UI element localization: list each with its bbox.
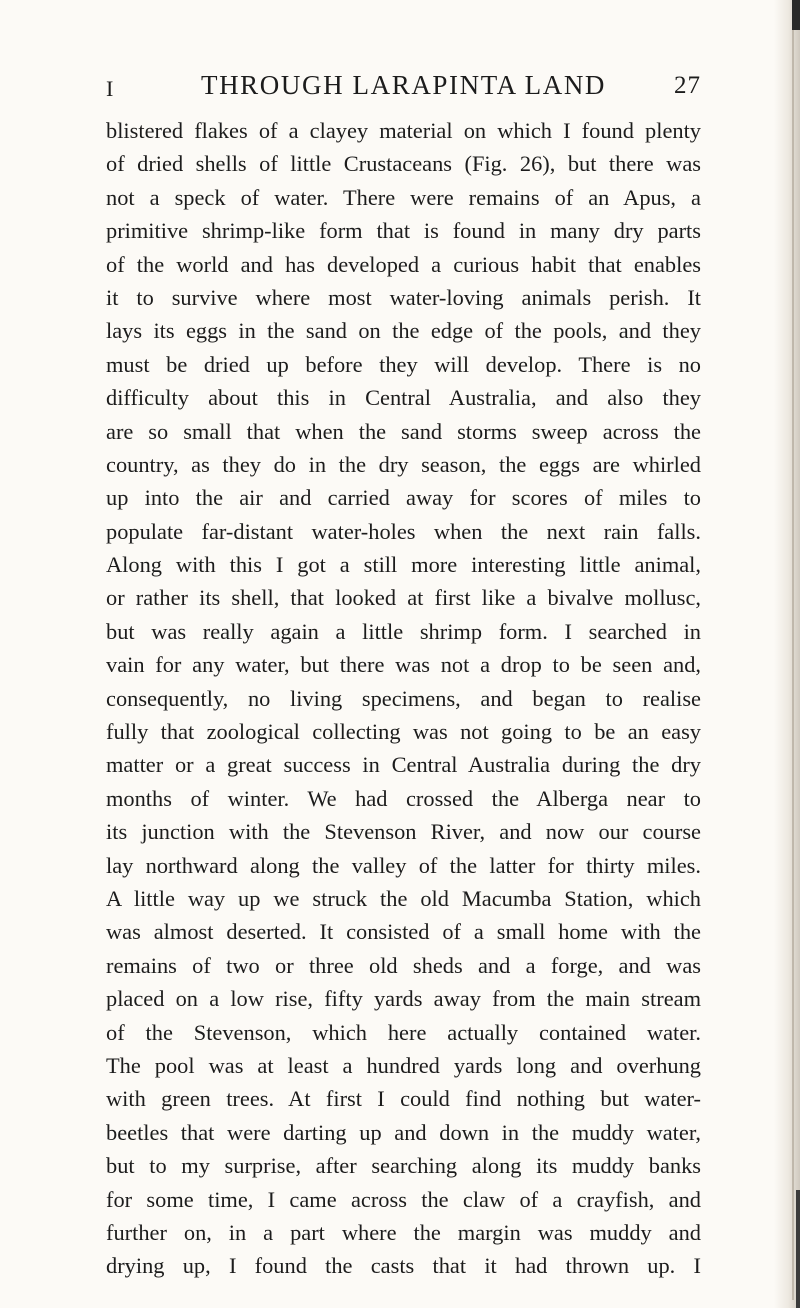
- page-edge-mark-top: [792, 0, 800, 30]
- page-edge-shadow: [774, 0, 800, 1308]
- text-line: beetles that were darting up and down in the muddy water,: [106, 1119, 701, 1145]
- text-line: of the world and has developed a curious habit that enables: [106, 251, 701, 277]
- text-line: not a speck of water. There were remains of an Apus, a: [106, 184, 701, 210]
- text-line: months of winter. We had crossed the Alberga near to: [106, 785, 701, 811]
- text-line: vain for any water, but there was not a drop to be seen and,: [106, 652, 701, 678]
- text-line: but to my surprise, after searching along its muddy banks: [106, 1153, 701, 1179]
- text-line: Along with this I got a still more interesting little animal,: [106, 552, 701, 578]
- text-line: difficulty about this in Central Australia, and also they: [106, 385, 701, 411]
- text-line: up into the air and carried away for scores of miles to: [106, 485, 701, 511]
- text-line: was almost deserted. It consisted of a small home with the: [106, 919, 701, 945]
- text-line: or rather its shell, that looked at first like a bivalve mollusc,: [106, 585, 701, 611]
- text-line: blistered flakes of a clayey material on which I found plenty: [106, 118, 701, 143]
- text-line: must be dried up before they will develop. There is no: [106, 351, 701, 377]
- text-line: A little way up we struck the old Macumba Station, which: [106, 885, 701, 911]
- text-line: remains of two or three old sheds and a forge, and was: [106, 952, 701, 978]
- text-line: of dried shells of little Crustaceans (Fig. 26), but there was: [106, 151, 701, 177]
- text-line: of the Stevenson, which here actually contained water.: [106, 1019, 701, 1045]
- text-line: populate far-distant water-holes when the next rain falls.: [106, 518, 701, 544]
- text-line: for some time, I came across the claw of a crayfish, and: [106, 1186, 701, 1212]
- text-line: further on, in a part where the margin was muddy and: [106, 1219, 701, 1245]
- text-line: The pool was at least a hundred yards long and overhung: [106, 1052, 701, 1078]
- text-line: drying up, I found the casts that it had thrown up. I: [106, 1253, 701, 1279]
- text-line: country, as they do in the dry season, the eggs are whirled: [106, 451, 701, 477]
- text-line: primitive shrimp-like form that is found in many dry parts: [106, 218, 701, 244]
- text-line: lays its eggs in the sand on the edge of the pools, and they: [106, 318, 701, 344]
- running-title: THROUGH LARAPINTA LAND: [200, 70, 607, 100]
- text-line: fully that zoological collecting was not going to be an easy: [106, 719, 701, 745]
- page-edge-line: [792, 20, 794, 1300]
- text-line: it to survive where most water-loving animals perish. It: [106, 284, 701, 310]
- page-edge-mark-bottom: [796, 1190, 800, 1308]
- text-line: placed on a low rise, fifty yards away from the main stream: [106, 986, 701, 1012]
- body-text: [106, 114, 701, 1283]
- chapter-number: I: [106, 76, 115, 101]
- text-line: but was really again a little shrimp form. I searched in: [106, 618, 701, 644]
- text-line: consequently, no living specimens, and began to realise: [106, 685, 701, 711]
- text-line: lay northward along the valley of the latter for thirty miles.: [106, 852, 701, 878]
- text-line: with green trees. At first I could find nothing but water-: [106, 1086, 701, 1112]
- text-line: are so small that when the sand storms sweep across the: [106, 418, 701, 444]
- page-number: 27: [674, 72, 701, 99]
- text-line: its junction with the Stevenson River, and now our course: [106, 819, 701, 845]
- page-header: [106, 70, 701, 106]
- text-line: matter or a great success in Central Australia during the dry: [106, 752, 701, 778]
